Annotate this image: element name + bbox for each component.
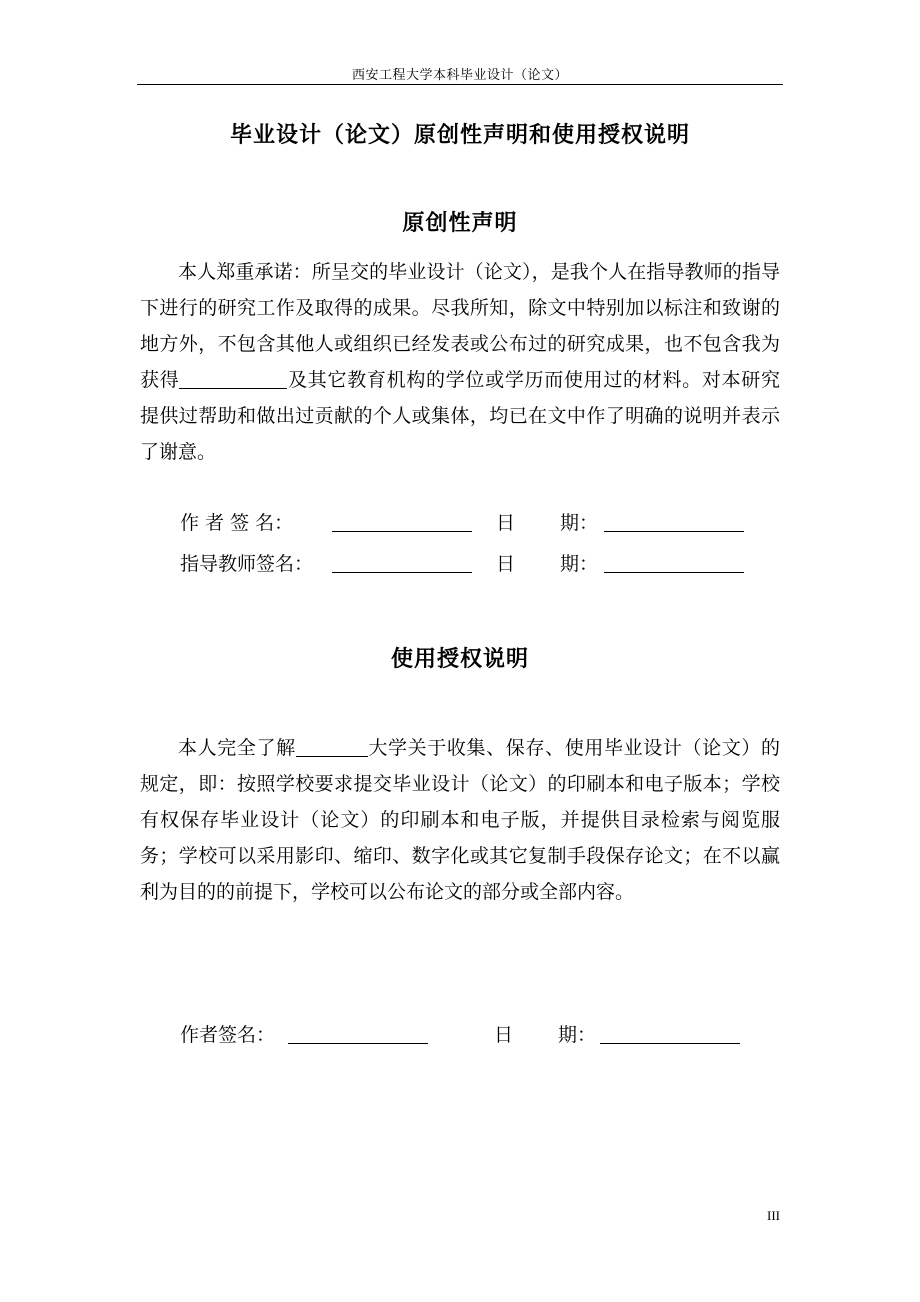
authorization-signature-row [180, 1020, 780, 1050]
date-label-char-2: 期： [558, 1024, 597, 1046]
authorization-text-1: 本人完全了解 [178, 737, 296, 759]
advisor-signature-line[interactable] [332, 572, 472, 573]
university-blank[interactable] [296, 736, 368, 757]
header-rule [137, 84, 783, 85]
date-label-char-2: 期： [560, 512, 599, 534]
page-number: III [767, 1208, 780, 1223]
authorization-signature-label: 作者签名： [180, 1024, 276, 1046]
author-date-line[interactable] [604, 531, 744, 532]
originality-paragraph [140, 254, 780, 470]
authorization-heading: 使用授权说明 [390, 647, 529, 672]
authorization-signature-line[interactable] [288, 1043, 428, 1044]
originality-text-1: 本人郑重承诺：所呈交的毕业设计（论文），是我个人在指导教师的指导下进行的研究工作及取得的成果。尽我所知，除文中特别加以标注和致谢的地方外，不包含其他人或组织已经发表或公布过的研究成果，也不包含我为获得 [140, 261, 780, 391]
date-label-char-1: 日 [496, 553, 516, 575]
author-signature-row [180, 508, 780, 538]
date-label-char-2: 期： [560, 553, 599, 575]
authorization-paragraph [140, 730, 780, 910]
authorization-text-2: 大学关于收集、保存、使用毕业设计（论文）的规定，即：按照学校要求提交毕业设计（论文）的印刷本和电子版本；学校有权保存毕业设计（论文）的印刷本和电子版，并提供目录检索与阅览服务；学校可以采用影印、缩印、数字化或其它复制手段保存论文；在不以赢利为目的的前提下，学校可以公布论文的部分或全部内容。 [140, 737, 780, 903]
date-label-char-1: 日 [494, 1024, 514, 1046]
advisor-date-line[interactable] [604, 572, 744, 573]
author-signature-label: 作 者 签 名： [180, 512, 294, 534]
advisor-signature-label: 指导教师签名： [180, 553, 314, 575]
date-label-char-1: 日 [496, 512, 516, 534]
author-signature-line[interactable] [332, 531, 472, 532]
document-title: 毕业设计（论文）原创性声明和使用授权说明 [229, 123, 690, 148]
page-header: 西安工程大学本科毕业设计（论文） [351, 68, 568, 83]
authorization-date-line[interactable] [600, 1043, 740, 1044]
advisor-signature-row [180, 549, 780, 579]
originality-heading: 原创性声明 [402, 211, 518, 236]
originality-text-2: 及其它教育机构的学位或学历而使用过的材料。对本研究提供过帮助和做出过贡献的个人或集体，均已在文中作了明确的说明并表示了谢意。 [140, 369, 780, 463]
degree-blank[interactable] [179, 368, 287, 389]
